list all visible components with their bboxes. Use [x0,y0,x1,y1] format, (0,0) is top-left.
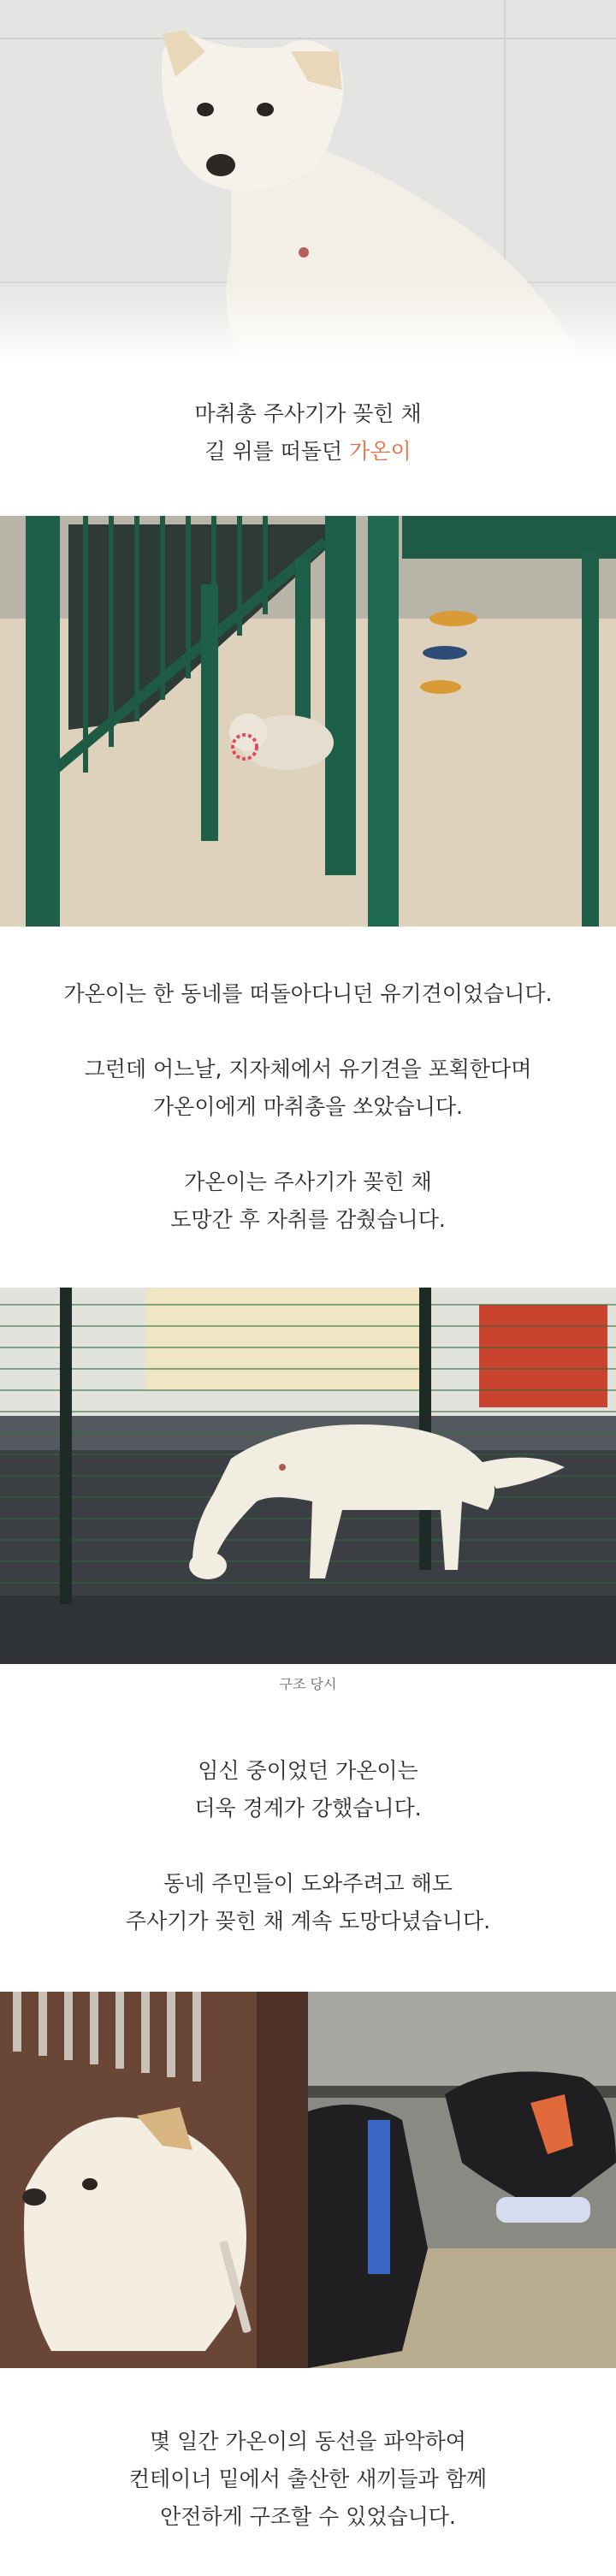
pregnancy-para-2-line-2: 주사기가 꽂힌 채 계속 도망다녔습니다. [125,1909,491,1933]
fence-illustration [0,1288,616,1664]
story-text [0,975,616,1239]
story-para-2-line-2: 가온이에게 마취총을 쏘았습니다. [153,1094,463,1119]
rescue-line-3: 안전하게 구조할 수 있었습니다. [160,2504,456,2529]
pregnancy-para-1-line-1: 임신 중이었던 가온이는 [198,1758,418,1783]
rescue-line-2: 컨테이너 밑에서 출산한 새끼들과 함께 [128,2466,488,2491]
pregnancy-para-1-line-2: 더욱 경계가 강했습니다. [194,1796,422,1821]
intro-line-2-prefix: 길 위를 떠돌던 [204,439,350,464]
dog-name-highlight: 가온이 [349,439,412,464]
playground-photo [0,516,616,927]
intro-text [0,395,616,471]
story-para-3-line-2: 도망간 후 자취를 감췄습니다. [170,1207,446,1232]
pregnancy-para-2-line-1: 동네 주민들이 도와주려고 해도 [163,1871,453,1896]
photo-caption: 구조 당시 [279,1676,337,1692]
intro-line-2 [0,433,616,471]
rescue-collage-illustration [0,1992,616,2368]
story-para-3-line-1: 가온이는 주사기가 꽂힌 채 [184,1170,432,1194]
story-para-1: 가온이는 한 동네를 떠돌아다니던 유기견이었습니다. [63,981,553,1006]
rescue-moment-photo [0,1288,616,1664]
playground-illustration [0,516,616,927]
intro-line-1: 마취총 주사기가 꽂힌 채 [194,401,422,426]
rescue-collage-photo [0,1992,616,2368]
dog-portrait-illustration [0,0,616,376]
story-para-2-line-1: 그런데 어느날, 지자체에서 유기견을 포획한다며 [84,1057,532,1081]
pregnancy-text [0,1752,616,1940]
dog-portrait-photo [0,0,616,376]
rescue-text [0,2423,616,2536]
rescue-line-1: 몇 일간 가온이의 동선을 파악하여 [150,2429,466,2454]
